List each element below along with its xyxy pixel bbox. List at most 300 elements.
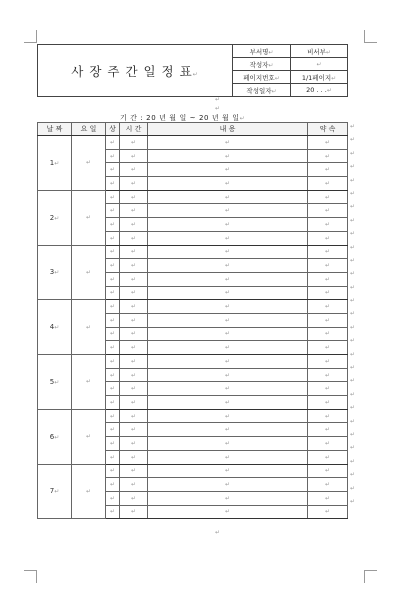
flag-cell[interactable] <box>106 382 120 396</box>
paragraph-mark: ↵ <box>54 324 60 332</box>
paragraph-mark: ↵ <box>324 193 331 201</box>
day-number-cell <box>38 409 72 464</box>
paragraph-mark: ↵ <box>109 152 116 160</box>
appointment-cell[interactable] <box>308 409 348 423</box>
weekday-cell[interactable] <box>72 245 106 300</box>
title-text: 사 장 주 간 일 정 표 <box>71 63 193 79</box>
paragraph-mark: ↵ <box>130 316 137 324</box>
paragraph-mark: ↵ <box>326 87 332 94</box>
paragraph-mark: ↵ <box>324 344 331 352</box>
column-header-appointment: 약 속 <box>308 123 348 136</box>
time-cell[interactable] <box>120 272 148 286</box>
paragraph-mark: ↵ <box>224 193 231 201</box>
time-cell[interactable] <box>120 423 148 437</box>
appointment-cell[interactable] <box>308 272 348 286</box>
row-end-mark: ↵ <box>350 123 356 130</box>
paragraph-mark: ↵ <box>224 330 231 338</box>
paragraph-mark: ↵ <box>109 234 116 242</box>
paragraph-mark: ↵ <box>268 48 274 56</box>
paragraph-mark: ↵ <box>224 166 231 174</box>
content-cell[interactable] <box>148 313 308 327</box>
content-cell[interactable] <box>148 259 308 273</box>
header-value: 비서부 <box>307 47 326 56</box>
time-cell[interactable] <box>120 450 148 464</box>
paragraph-mark: ↵ <box>130 453 137 461</box>
flag-cell[interactable] <box>106 149 120 163</box>
paragraph-mark: ↵ <box>109 357 116 365</box>
day-number: 1 <box>49 158 55 167</box>
paragraph-mark: ↵ <box>324 262 331 270</box>
paragraph-mark: ↵ <box>271 87 277 95</box>
content-cell[interactable] <box>148 272 308 286</box>
paragraph-mark: ↵ <box>85 214 92 222</box>
row-end-mark: ↵ <box>350 136 356 144</box>
paragraph-mark: ↵ <box>268 61 274 69</box>
paragraph-mark: ↵ <box>224 398 231 406</box>
schedule-header-row <box>38 123 348 136</box>
paragraph-mark: ↵ <box>85 323 92 331</box>
time-cell[interactable] <box>120 341 148 355</box>
time-cell[interactable] <box>120 437 148 451</box>
appointment-cell[interactable] <box>308 382 348 396</box>
row-end-mark: ↵ <box>350 149 356 157</box>
appointment-cell[interactable] <box>308 231 348 245</box>
content-cell[interactable] <box>148 327 308 341</box>
time-cell[interactable] <box>120 300 148 314</box>
paragraph-mark: ↵ <box>224 289 231 297</box>
paragraph-mark: ↵ <box>109 426 116 434</box>
appointment-cell[interactable] <box>308 341 348 355</box>
appointment-cell[interactable] <box>308 136 348 150</box>
row-end-mark: ↵ <box>350 430 356 438</box>
appointment-cell[interactable] <box>308 396 348 410</box>
appointment-cell[interactable] <box>308 313 348 327</box>
paragraph-mark: ↵ <box>324 467 331 475</box>
day-number-cell <box>38 355 72 410</box>
appointment-cell[interactable] <box>308 368 348 382</box>
flag-cell[interactable] <box>106 327 120 341</box>
appointment-cell[interactable] <box>308 259 348 273</box>
day-number: 7 <box>49 487 55 496</box>
paragraph-mark: ↵ <box>224 138 231 146</box>
content-cell[interactable] <box>148 231 308 245</box>
time-cell[interactable] <box>120 136 148 150</box>
row-end-mark: ↵ <box>350 270 356 278</box>
content-cell[interactable] <box>148 450 308 464</box>
appointment-cell[interactable] <box>308 505 348 519</box>
appointment-cell[interactable] <box>308 204 348 218</box>
paragraph-mark: ↵ <box>85 268 92 276</box>
paragraph-mark: ↵ <box>130 357 137 365</box>
paragraph-mark: ↵ <box>130 179 137 187</box>
paragraph-mark: ↵ <box>130 303 137 311</box>
paragraph-mark: ↵ <box>109 453 116 461</box>
time-cell[interactable] <box>120 464 148 478</box>
paragraph-mark: ↵ <box>224 262 231 270</box>
appointment-cell[interactable] <box>308 478 348 492</box>
flag-cell[interactable] <box>106 136 120 150</box>
time-cell[interactable] <box>120 491 148 505</box>
header-label: 페이지번호 <box>243 73 275 82</box>
row-end-mark: ↵ <box>350 256 356 264</box>
time-cell[interactable] <box>120 368 148 382</box>
time-cell[interactable] <box>120 204 148 218</box>
appointment-cell[interactable] <box>308 423 348 437</box>
row-end-mark: ↵ <box>350 283 356 291</box>
flag-cell[interactable] <box>106 259 120 273</box>
paragraph-mark: ↵ <box>324 138 331 146</box>
paragraph-mark: ↵ <box>331 74 337 82</box>
content-cell[interactable] <box>148 136 308 150</box>
weekday-cell[interactable] <box>72 464 106 519</box>
paragraph-mark: ↵ <box>109 316 116 324</box>
paragraph-mark: ↵ <box>239 115 246 122</box>
appointment-cell[interactable] <box>308 300 348 314</box>
flag-cell[interactable] <box>106 177 120 191</box>
paragraph-mark: ↵ <box>324 398 331 406</box>
period-text: 기 간 : 20 년 월 일 ~ 20 년 월 일 <box>120 114 240 122</box>
paragraph-mark: ↵ <box>224 508 231 516</box>
content-cell[interactable] <box>148 245 308 259</box>
paragraph-mark: ↵ <box>324 207 331 215</box>
flag-cell[interactable] <box>106 341 120 355</box>
paragraph-mark: ↵ <box>224 303 231 311</box>
header-value-author <box>291 58 348 71</box>
paragraph-mark: ↵ <box>109 193 116 201</box>
row-end-mark: ↵ <box>350 310 356 318</box>
paragraph-mark: ↵ <box>224 152 231 160</box>
paragraph-mark: ↵ <box>130 289 137 297</box>
paragraph-mark: ↵ <box>215 105 221 112</box>
paragraph-mark: ↵ <box>224 179 231 187</box>
paragraph-mark: ↵ <box>324 412 331 420</box>
paragraph-mark: ↵ <box>130 398 137 406</box>
header-value: 20 . . . <box>306 86 327 94</box>
flag-cell[interactable] <box>106 505 120 519</box>
column-header-date: 날 짜 <box>38 123 72 136</box>
time-cell[interactable] <box>120 231 148 245</box>
paragraph-mark: ↵ <box>130 275 137 283</box>
paragraph-mark: ↵ <box>324 248 331 256</box>
row-end-mark: ↵ <box>350 497 356 505</box>
paragraph-mark: ↵ <box>224 426 231 434</box>
day-number-cell <box>38 245 72 300</box>
time-cell[interactable] <box>120 382 148 396</box>
paragraph-mark: ↵ <box>109 467 116 475</box>
row-end-mark: ↵ <box>350 203 356 211</box>
crop-mark-top-left <box>24 30 37 43</box>
flag-cell[interactable] <box>106 218 120 232</box>
paragraph-mark: ↵ <box>109 398 116 406</box>
paragraph-mark: ↵ <box>130 234 137 242</box>
schedule-row <box>38 464 348 478</box>
flag-cell[interactable] <box>106 464 120 478</box>
flag-cell[interactable] <box>106 368 120 382</box>
appointment-cell[interactable] <box>308 190 348 204</box>
header-table <box>37 44 348 97</box>
flag-cell[interactable] <box>106 450 120 464</box>
paragraph-mark: ↵ <box>109 248 116 256</box>
paragraph-mark: ↵ <box>224 316 231 324</box>
row-end-mark: ↵ <box>350 444 356 452</box>
content-cell[interactable] <box>148 368 308 382</box>
flag-cell[interactable] <box>106 396 120 410</box>
content-cell[interactable] <box>148 382 308 396</box>
day-number-cell <box>38 300 72 355</box>
paragraph-mark: ↵ <box>224 439 231 447</box>
paragraph-mark: ↵ <box>324 357 331 365</box>
content-cell[interactable] <box>148 149 308 163</box>
row-end-mark: ↵ <box>350 390 356 398</box>
appointment-cell[interactable] <box>308 327 348 341</box>
row-end-mark: ↵ <box>350 230 356 238</box>
header-label-date <box>233 84 291 97</box>
day-number: 3 <box>49 268 55 277</box>
time-cell[interactable] <box>120 327 148 341</box>
content-cell[interactable] <box>148 163 308 177</box>
paragraph-mark: ↵ <box>325 48 331 56</box>
day-number: 2 <box>49 213 55 222</box>
paragraph-mark: ↵ <box>130 166 137 174</box>
paragraph-mark: ↵ <box>324 494 331 502</box>
time-cell[interactable] <box>120 505 148 519</box>
time-cell[interactable] <box>120 286 148 300</box>
day-number: 6 <box>49 432 55 441</box>
flag-cell[interactable] <box>106 423 120 437</box>
paragraph-mark: ↵ <box>324 234 331 242</box>
header-label: 부서명 <box>249 47 269 56</box>
content-cell[interactable] <box>148 204 308 218</box>
paragraph-mark: ↵ <box>224 371 231 379</box>
paragraph-mark: ↵ <box>109 439 116 447</box>
paragraph-mark: ↵ <box>224 248 231 256</box>
crop-mark-bottom-left <box>24 570 37 583</box>
column-header-flag: 상 <box>106 123 120 136</box>
appointment-cell[interactable] <box>308 450 348 464</box>
schedule-body <box>38 136 348 519</box>
time-cell[interactable] <box>120 259 148 273</box>
content-cell[interactable] <box>148 355 308 369</box>
time-cell[interactable] <box>120 163 148 177</box>
paragraph-mark: ↵ <box>109 262 116 270</box>
paragraph-mark: ↵ <box>130 193 137 201</box>
row-end-marks <box>350 124 358 512</box>
content-cell[interactable] <box>148 464 308 478</box>
schedule-row <box>38 245 348 259</box>
paragraph-mark: ↵ <box>224 481 231 489</box>
paragraph-mark: ↵ <box>324 330 331 338</box>
header-value-page <box>291 71 348 84</box>
paragraph-mark: ↵ <box>109 275 116 283</box>
content-cell[interactable] <box>148 300 308 314</box>
paragraph-mark: ↵ <box>316 61 322 68</box>
content-cell[interactable] <box>148 437 308 451</box>
time-cell[interactable] <box>120 478 148 492</box>
paragraph-mark: ↵ <box>324 303 331 311</box>
paragraph-mark: ↵ <box>130 439 137 447</box>
paragraph-mark: ↵ <box>109 207 116 215</box>
content-cell[interactable] <box>148 409 308 423</box>
schedule-row <box>38 355 348 369</box>
schedule-row <box>38 136 348 150</box>
header-label-page <box>233 71 291 84</box>
paragraph-mark: ↵ <box>85 433 92 441</box>
paragraph-mark: ↵ <box>109 138 116 146</box>
paragraph-mark: ↵ <box>109 330 116 338</box>
paragraph-mark: ↵ <box>54 269 60 277</box>
paragraph-mark: ↵ <box>85 487 92 495</box>
paragraph-mark: ↵ <box>224 494 231 502</box>
row-end-mark: ↵ <box>350 216 356 224</box>
appointment-cell[interactable] <box>308 245 348 259</box>
content-cell[interactable] <box>148 423 308 437</box>
paragraph-mark: ↵ <box>130 481 137 489</box>
time-cell[interactable] <box>120 396 148 410</box>
header-label: 작성자 <box>249 60 269 69</box>
content-cell[interactable] <box>148 491 308 505</box>
paragraph-mark: ↵ <box>215 529 221 536</box>
paragraph-mark: ↵ <box>224 220 231 228</box>
content-cell[interactable] <box>148 218 308 232</box>
paragraph-mark: ↵ <box>224 453 231 461</box>
weekday-cell[interactable] <box>72 355 106 410</box>
time-cell[interactable] <box>120 313 148 327</box>
paragraph-mark: ↵ <box>109 179 116 187</box>
appointment-cell[interactable] <box>308 177 348 191</box>
content-cell[interactable] <box>148 341 308 355</box>
time-cell[interactable] <box>120 245 148 259</box>
day-number: 5 <box>49 377 55 386</box>
flag-cell[interactable] <box>106 409 120 423</box>
content-cell[interactable] <box>148 286 308 300</box>
paragraph-mark: ↵ <box>109 303 116 311</box>
appointment-cell[interactable] <box>308 163 348 177</box>
header-value: 1/1페이지 <box>301 73 332 82</box>
paragraph-mark: ↵ <box>109 481 116 489</box>
row-end-mark: ↵ <box>350 471 356 479</box>
appointment-cell[interactable] <box>308 218 348 232</box>
day-number-cell <box>38 464 72 519</box>
flag-cell[interactable] <box>106 163 120 177</box>
flag-cell[interactable] <box>106 478 120 492</box>
paragraph-mark: ↵ <box>224 412 231 420</box>
paragraph-mark: ↵ <box>130 412 137 420</box>
paragraph-mark: ↵ <box>192 70 199 78</box>
paragraph-mark: ↵ <box>224 207 231 215</box>
content-cell[interactable] <box>148 396 308 410</box>
paragraph-mark: ↵ <box>130 248 137 256</box>
flag-cell[interactable] <box>106 204 120 218</box>
paragraph-mark: ↵ <box>324 508 331 516</box>
flag-cell[interactable] <box>106 190 120 204</box>
document-title <box>38 45 233 97</box>
weekday-cell[interactable] <box>72 190 106 245</box>
row-end-mark: ↵ <box>350 457 356 465</box>
header-value-date <box>291 84 348 97</box>
appointment-cell[interactable] <box>308 464 348 478</box>
row-end-mark: ↵ <box>350 189 356 197</box>
schedule-table <box>37 122 348 519</box>
appointment-cell[interactable] <box>308 491 348 505</box>
weekday-cell[interactable] <box>72 409 106 464</box>
row-end-mark: ↵ <box>350 417 356 425</box>
content-cell[interactable] <box>148 190 308 204</box>
crop-mark-top-right <box>364 30 377 43</box>
paragraph-mark: ↵ <box>109 494 116 502</box>
paragraph-mark: ↵ <box>324 289 331 297</box>
time-cell[interactable] <box>120 190 148 204</box>
paragraph-mark: ↵ <box>54 433 60 441</box>
column-header-time: 시 간 <box>120 123 148 136</box>
paragraph-mark: ↵ <box>324 179 331 187</box>
time-cell[interactable] <box>120 355 148 369</box>
time-cell[interactable] <box>120 409 148 423</box>
paragraph-mark: ↵ <box>224 467 231 475</box>
appointment-cell[interactable] <box>308 149 348 163</box>
weekday-cell[interactable] <box>72 300 106 355</box>
day-number-cell <box>38 136 72 191</box>
flag-cell[interactable] <box>106 355 120 369</box>
time-cell[interactable] <box>120 218 148 232</box>
header-label: 작성일자 <box>246 86 272 95</box>
content-cell[interactable] <box>148 177 308 191</box>
paragraph-mark: ↵ <box>54 214 60 222</box>
weekday-cell[interactable] <box>72 136 106 191</box>
paragraph-mark: ↵ <box>85 159 92 167</box>
paragraph-mark: ↵ <box>324 371 331 379</box>
paragraph-mark: ↵ <box>130 330 137 338</box>
flag-cell[interactable] <box>106 272 120 286</box>
row-end-mark: ↵ <box>350 176 356 184</box>
time-cell[interactable] <box>120 149 148 163</box>
row-end-mark: ↵ <box>350 337 356 345</box>
content-cell[interactable] <box>148 478 308 492</box>
appointment-cell[interactable] <box>308 355 348 369</box>
row-end-mark: ↵ <box>350 297 356 305</box>
paragraph-mark: ↵ <box>109 220 116 228</box>
column-header-weekday: 요 일 <box>72 123 106 136</box>
schedule-row <box>38 409 348 423</box>
row-end-mark: ↵ <box>350 163 356 171</box>
flag-cell[interactable] <box>106 313 120 327</box>
flag-cell[interactable] <box>106 491 120 505</box>
flag-cell[interactable] <box>106 231 120 245</box>
paragraph-mark: ↵ <box>274 74 280 82</box>
paragraph-mark: ↵ <box>130 426 137 434</box>
paragraph-mark: ↵ <box>130 385 137 393</box>
paragraph-mark: ↵ <box>324 275 331 283</box>
header-label-author <box>233 58 291 71</box>
row-end-mark: ↵ <box>350 350 356 358</box>
row-end-mark: ↵ <box>350 323 356 331</box>
content-cell[interactable] <box>148 505 308 519</box>
flag-cell[interactable] <box>106 437 120 451</box>
paragraph-mark: ↵ <box>324 439 331 447</box>
appointment-cell[interactable] <box>308 437 348 451</box>
flag-cell[interactable] <box>106 245 120 259</box>
paragraph-mark: ↵ <box>324 426 331 434</box>
time-cell[interactable] <box>120 177 148 191</box>
paragraph-mark: ↵ <box>324 166 331 174</box>
header-label-department <box>233 45 291 58</box>
appointment-cell[interactable] <box>308 286 348 300</box>
flag-cell[interactable] <box>106 286 120 300</box>
row-end-mark: ↵ <box>350 404 356 412</box>
paragraph-mark: ↵ <box>130 262 137 270</box>
flag-cell[interactable] <box>106 300 120 314</box>
paragraph-mark: ↵ <box>324 152 331 160</box>
paragraph-mark: ↵ <box>54 159 60 167</box>
